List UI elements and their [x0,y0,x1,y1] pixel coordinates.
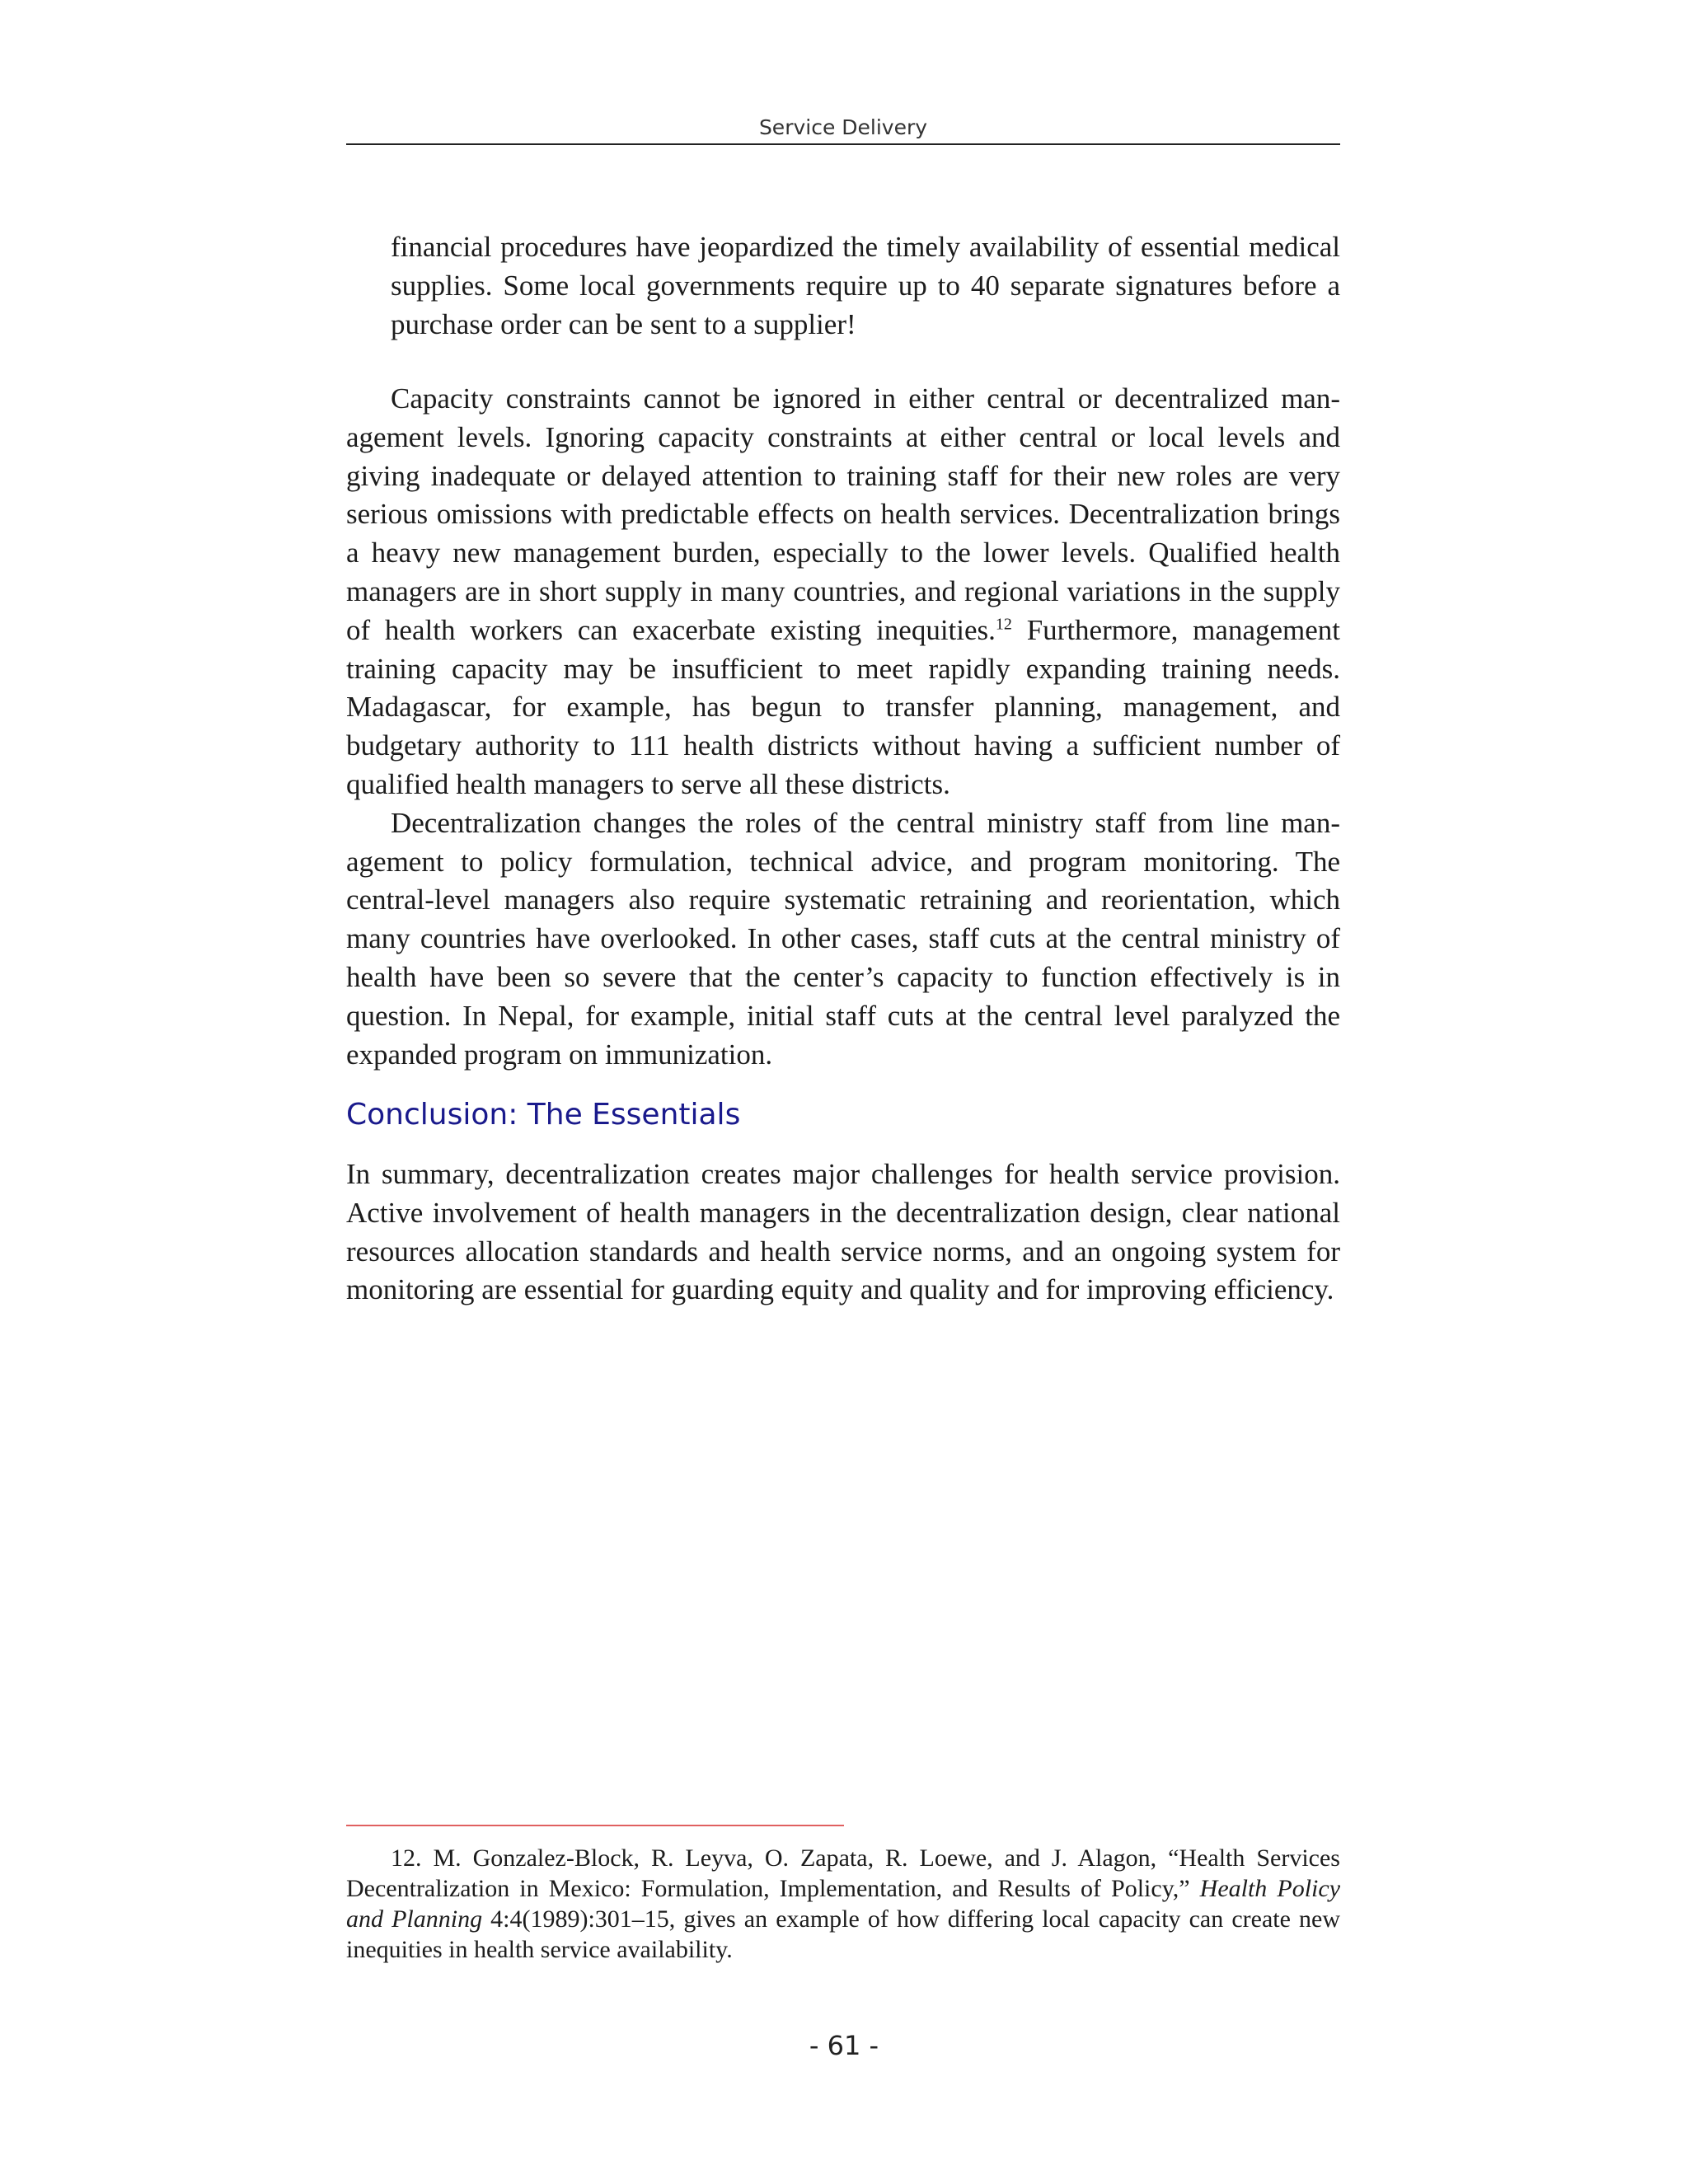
paragraph-capacity-text-2: Furthermore, management training capacity may be insufficient to meet rapidly expanding training needs. Madagascar, for example, has begun to transfer planning, management, and budgetary authority to 111 health districts without having a sufficient number of qualified health managers to serve all these districts. [346,613,1340,800]
conclusion-body [346,1155,1340,1310]
footnote-journal-title: Health Policy and Planning [346,1875,1341,1933]
paragraph-capacity-text-1: Capacity constraints cannot be ignored in either central or decentralized management levels. Ignoring capacity constraints at either central or local levels and giving inadequate or delayed attention to training staff for their new roles are very serious omissions with predictable effects on health services. Decentralization brings a heavy new management burden, especially to the lower levels. Qualified health managers are in short supply in many countries, and regional variations in the supply of health workers can exacerbate existing inequities. [346,382,1340,646]
footnote-citation-tail: 4:4(1989):301–15, gives an example of how differing local capacity can create new inequities in health service availability. [346,1905,1340,1963]
paragraph-capacity-constraints [346,380,1340,804]
section-heading: Conclusion: The Essentials [346,1098,741,1132]
footnote-citation: 12. M. Gonzalez-Block, R. Leyva, O. Zapata, R. Loewe, and J. Alagon, “Health Services Decentralization in Mexico: Formulation, Implementation, and Results of Policy,” [346,1844,1340,1902]
paragraph-central-roles: Decentralization changes the roles of the central ministry staff from line management to policy formulation, technical advice, and program monitoring. The central-level managers also require systematic retraining and reorientation, which many countries have overlooked. In other cases, staff cuts at the central ministry of health have been so severe that the center’s capacity to function effectively is in question. In Nepal, for example, initial staff cuts at the central level paralyzed the expanded program on immunization. [346,806,1340,1071]
continued-quote-block [391,228,1340,344]
footnote-text [346,1843,1340,1965]
running-header: Service Delivery [346,110,1340,145]
footnote-12 [346,1843,1340,1965]
footnote-ref-12: 12 [995,615,1012,634]
footnote-divider [346,1825,844,1826]
continued-quote-text: financial procedures have jeopardized the timely availability of essential medical supplies. Some local governments require up to 40 separate signatures before a purchase order can be sent to a supplier! [391,231,1340,340]
page-number: - 61 - [809,2030,879,2061]
paragraph-summary: In summary, decentralization creates major challenges for health service provision. Active involvement of health managers in the decentralization design, clear national resources allocation standards and health service norms, and an ongoing system for monitoring are essential for guarding equity and quality and for improving efficiency. [346,1158,1340,1306]
body-paragraphs [346,380,1340,1074]
